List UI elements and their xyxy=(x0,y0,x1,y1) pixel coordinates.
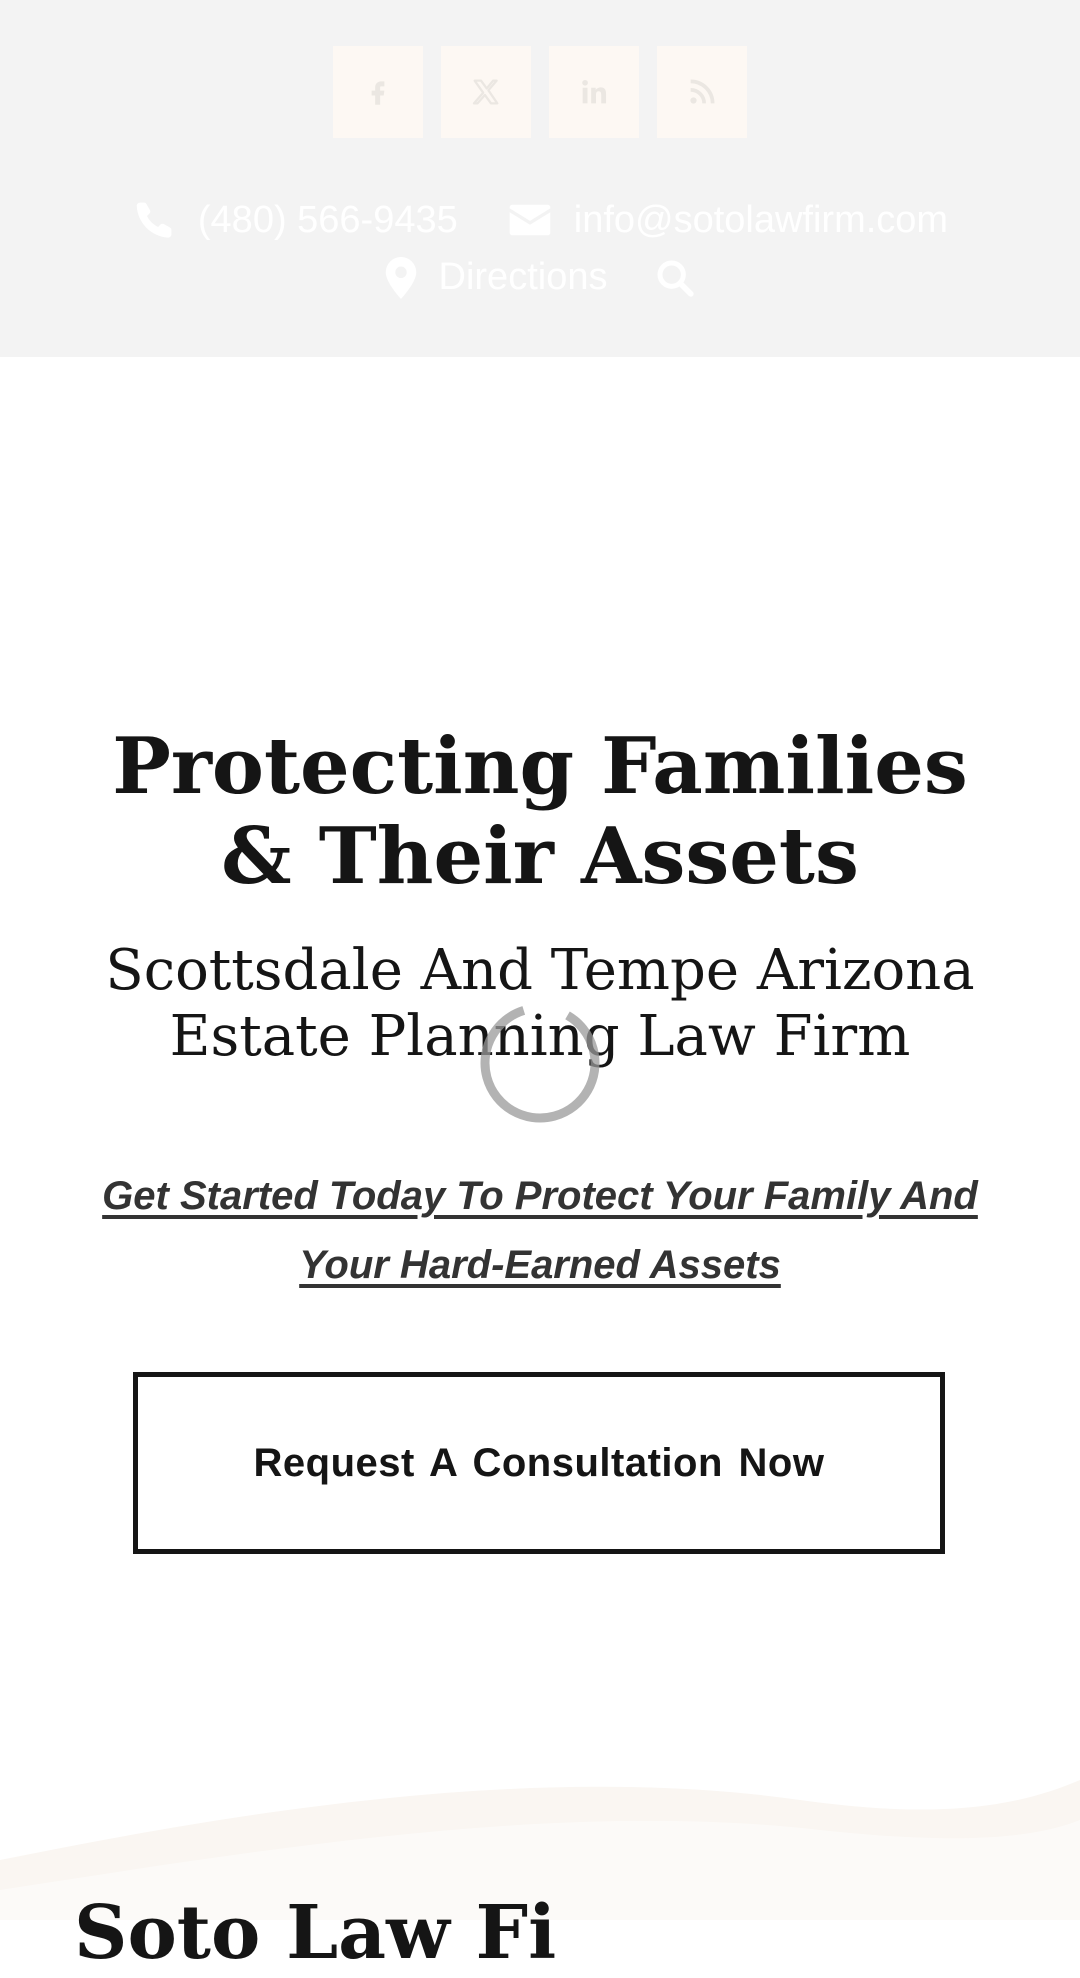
map-pin-icon xyxy=(385,257,417,299)
x-link[interactable] xyxy=(441,46,531,138)
linkedin-icon xyxy=(577,75,611,109)
contact-row-secondary xyxy=(0,256,1080,299)
hero-subtitle: Scottsdale And Tempe Arizona Estate Planning Law Firm xyxy=(105,938,975,1069)
facebook-icon xyxy=(361,75,395,109)
search-button[interactable] xyxy=(655,258,695,298)
directions-link[interactable] xyxy=(385,256,608,299)
email-icon xyxy=(508,203,552,237)
phone-icon xyxy=(132,198,176,242)
hero-title xyxy=(0,722,1080,902)
hero-title-line-2: & Their Assets xyxy=(221,811,859,902)
directions-label: Directions xyxy=(438,256,608,298)
phone-number: (480) 566-9435 xyxy=(197,198,458,241)
facebook-link[interactable] xyxy=(333,46,423,138)
request-consultation-button[interactable]: Request A Consultation Now xyxy=(133,1372,945,1554)
social-links xyxy=(333,46,747,138)
search-icon xyxy=(655,258,695,298)
hero-title-line-1: Protecting Families xyxy=(112,721,968,812)
loading-spinner-icon xyxy=(477,1000,603,1126)
phone-link[interactable] xyxy=(132,198,458,242)
hero-tagline-link[interactable]: Get Started Today To Protect Your Family And Your Hard-Earned Assets xyxy=(102,1174,978,1287)
section-heading: Soto Law Fi xyxy=(74,1890,557,1976)
top-header xyxy=(0,0,1080,357)
email-link[interactable] xyxy=(508,199,948,242)
x-icon xyxy=(469,75,503,109)
rss-link[interactable] xyxy=(657,46,747,138)
rss-icon xyxy=(685,75,719,109)
linkedin-link[interactable] xyxy=(549,46,639,138)
contact-row xyxy=(0,198,1080,242)
email-address: info@sotolawfirm.com xyxy=(573,198,949,241)
